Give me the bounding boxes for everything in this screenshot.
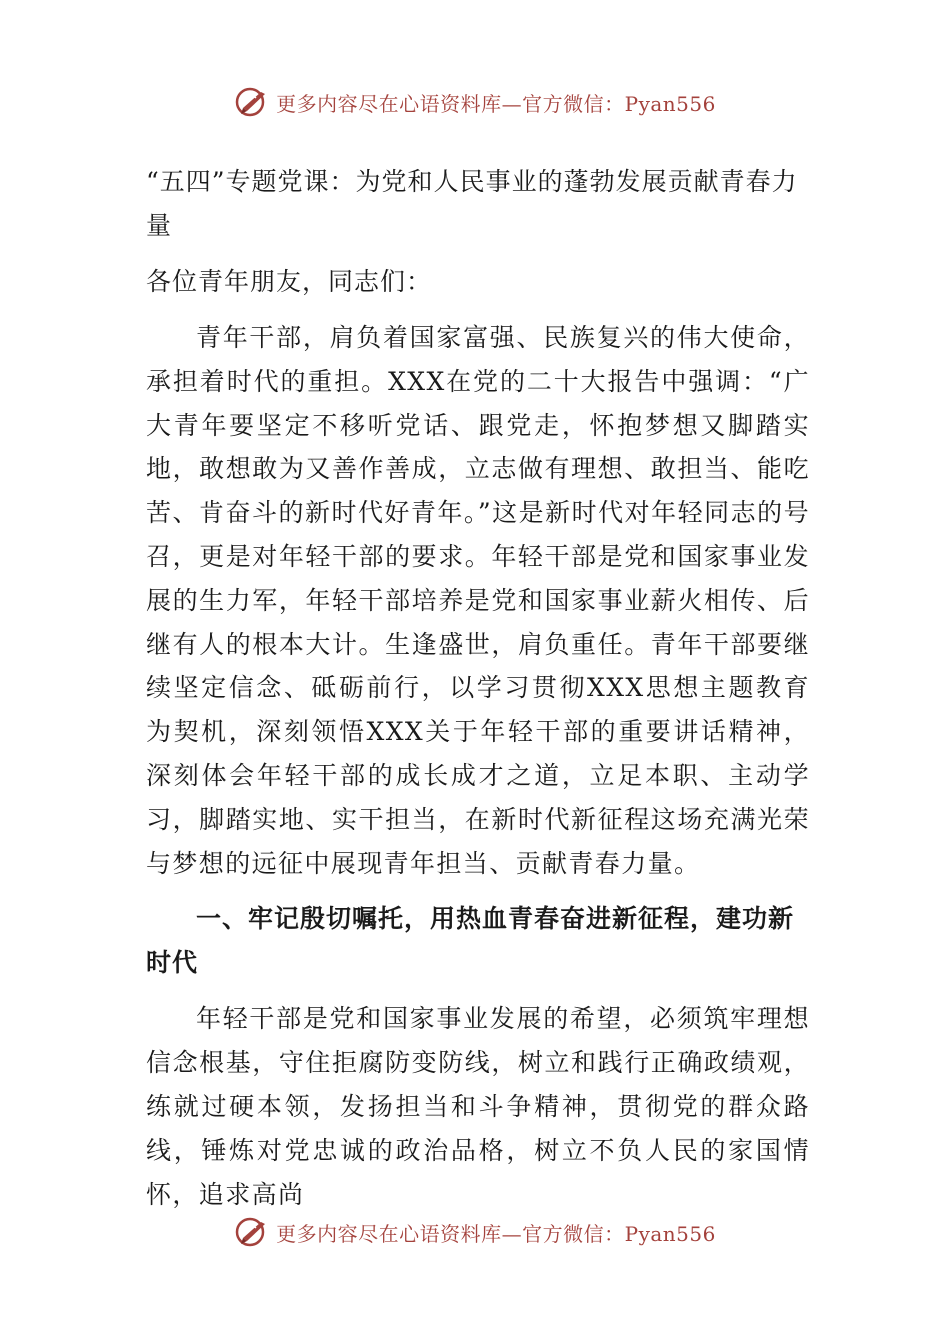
greeting: 各位青年朋友，同志们： — [146, 267, 433, 296]
document-body — [146, 160, 810, 1216]
section-1-heading: 一、牢记殷切嘱托，用热血青春奋进新征程，建功新时代 — [146, 904, 795, 978]
paragraph-2: 年轻干部是党和国家事业发展的希望，必须筑牢理想信念根基，守住拒腐防变防线，树立和践行正确政绩观，练就过硬本领，发扬担当和斗争精神，贯彻党的群众路线，锤炼对党忠诚的政治品格，树立不负人民的家国情怀，追求高尚 — [146, 1004, 810, 1209]
pen-logo-icon — [234, 84, 270, 120]
header-watermark-banner — [0, 82, 950, 122]
footer-watermark-text: 更多内容尽在心语资料库—官方微信：Pyan556 — [276, 1221, 716, 1246]
pen-logo-icon — [234, 1214, 270, 1250]
header-watermark-text: 更多内容尽在心语资料库—官方微信：Pyan556 — [276, 91, 716, 116]
footer-watermark-banner — [0, 1212, 950, 1252]
paragraph-1: 青年干部，肩负着国家富强、民族复兴的伟大使命，承担着时代的重担。XXX在党的二十大报告中强调：“广大青年要坚定不移听党话、跟党走，怀抱梦想又脚踏实地，敢想敢为又善作善成，立志做有理想、敢担当、能吃苦、肯奋斗的新时代好青年。”这是新时代对年轻同志的号召，更是对年轻干部的要求。年轻干部是党和国家事业发展的生力军，年轻干部培养是党和国家事业薪火相传、后继有人的根本大计。生逢盛世，肩负重任。青年干部要继续坚定信念、砥砺前行，以学习贯彻XXX思想主题教育为契机，深刻领悟XXX关于年轻干部的重要讲话精神，深刻体会年轻干部的成长成才之道，立足本职、主动学习，脚踏实地、实干担当，在新时代新征程这场充满光荣与梦想的远征中展现青年担当、贡献青春力量。 — [146, 323, 810, 878]
document-title: “五四”专题党课：为党和人民事业的蓬勃发展贡献青春力量 — [146, 167, 798, 240]
